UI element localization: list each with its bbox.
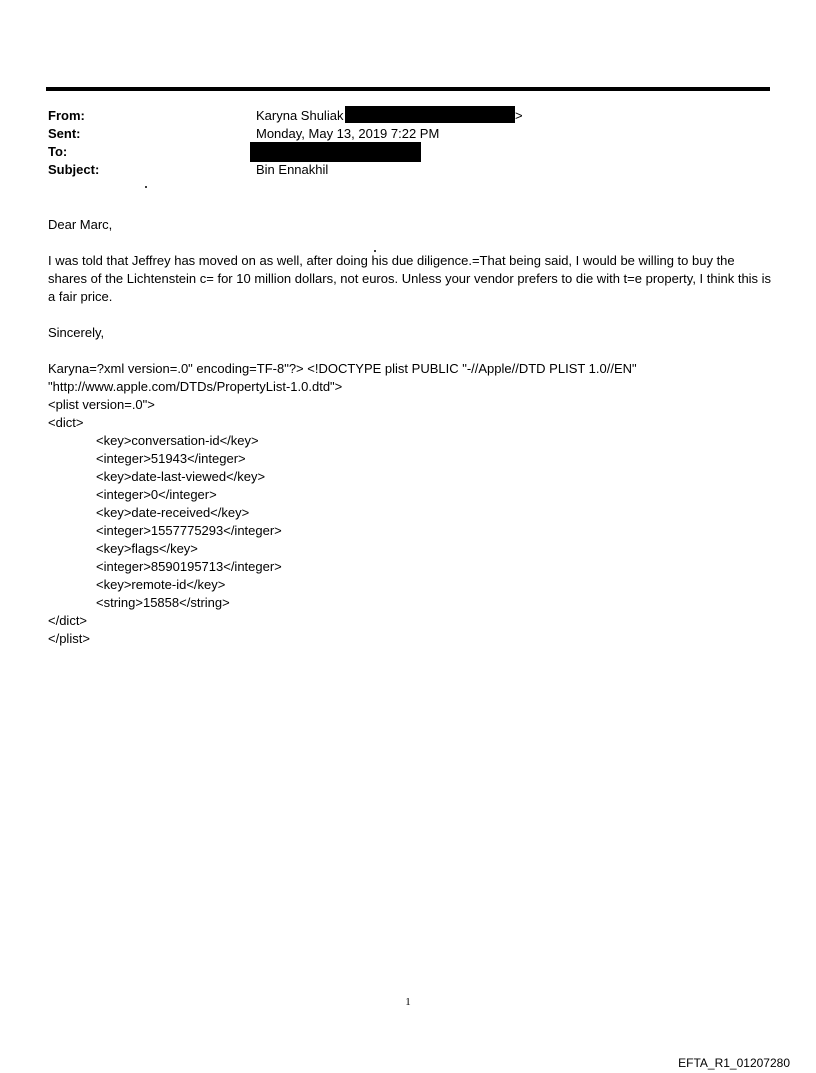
from-label: From:: [48, 108, 85, 123]
xml-line: <key>date-last-viewed</key>: [96, 469, 266, 484]
xml-line: <integer>1557775293</integer>: [96, 523, 282, 538]
sent-label: Sent:: [48, 126, 81, 141]
stray-dot: [145, 186, 147, 188]
xml-line: <integer>0</integer>: [96, 487, 217, 502]
header-rule: [46, 87, 770, 91]
xml-line: <integer>8590195713</integer>: [96, 559, 282, 574]
subject-value: Bin Ennakhil: [256, 162, 329, 177]
xml-line: <key>remote-id</key>: [96, 577, 226, 592]
xml-line: <key>date-received</key>: [96, 505, 250, 520]
xml-line: <plist version=.0">: [48, 397, 155, 412]
page-number: 1: [405, 996, 411, 1008]
from-email-close: >: [515, 108, 523, 123]
xml-line: "http://www.apple.com/DTDs/PropertyList-1.0.dtd">: [48, 379, 343, 394]
redaction-from-email: [345, 106, 515, 123]
xml-line: <key>flags</key>: [96, 541, 198, 556]
xml-line: <integer>51943</integer>: [96, 451, 246, 466]
xml-line: </dict>: [48, 613, 88, 628]
bates-number: EFTA_R1_01207280: [678, 1056, 790, 1070]
closing: Sincerely,: [48, 325, 105, 340]
subject-label: Subject:: [48, 162, 100, 177]
xml-line: <dict>: [48, 415, 84, 430]
body-paragraph: I was told that Jeffrey has moved on as well, after doing his due diligence.=That being said, I would be willing to buy the shares of the Lichtenstein c= for 10 million dollars, not euros. Unless your vendor prefers to die with t=e property, I think this is a fair price.: [48, 253, 772, 304]
from-value: Karyna Shuliak: [256, 108, 344, 123]
xml-line: <key>conversation-id</key>: [96, 433, 259, 448]
greeting: Dear Marc,: [48, 217, 113, 232]
xml-line: <string>15858</string>: [96, 595, 230, 610]
to-label: To:: [48, 144, 68, 159]
xml-line: </plist>: [48, 631, 90, 646]
sent-value: Monday, May 13, 2019 7:22 PM: [256, 126, 440, 141]
redaction-to: [250, 142, 421, 162]
xml-line: Karyna=?xml version=.0" encoding=TF-8"?> <!DOCTYPE plist PUBLIC "-//Apple//DTD PLIST 1.0//EN": [48, 361, 637, 376]
